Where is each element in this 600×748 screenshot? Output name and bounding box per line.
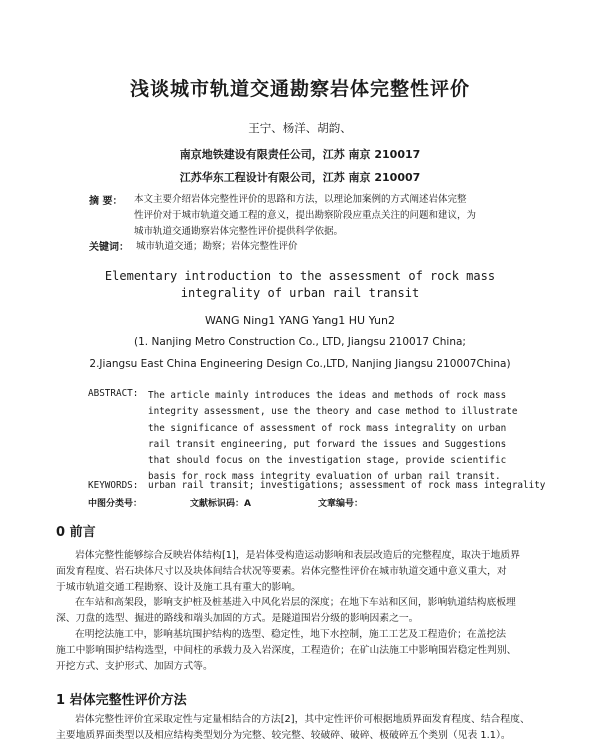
en-keywords-text: urban rail transit; investigations; assessment of rock mass integrality (148, 480, 546, 491)
body-line: 岩体完整性能够综合反映岩体结构[1]，是岩体受构造运动影响和表层改造后的完整程度，取决于地质界 (75, 550, 520, 561)
section-1-heading: 1 岩体完整性评价方法 (56, 693, 187, 708)
en-abstract-label: ABSTRACT: (88, 388, 139, 399)
section-0-heading: 0 前言 (56, 525, 96, 540)
cn-authors: 王宁、杨洋、胡韵、 (248, 121, 352, 135)
clc-label: 中图分类号： (88, 499, 143, 509)
cn-keywords-text: 城市轨道交通；勘察；岩体完整性评价 (136, 241, 298, 252)
en-abstract-text: The article mainly introduces the ideas and methods of rock mass integrity assessment, use the theory and case method to illustrate the significance of assessment of rock mass integrality on urban rail transit engineering, put forward the issues and Suggestions that should focus on the investigation stage, provide scientific basis for rock mass integrity evaluation of urban rail transit. (148, 390, 518, 483)
en-title: Elementary introduction to the assessment of rock mass integrality of urban rail transit (104, 269, 496, 300)
section-0-body (56, 548, 561, 674)
body-line: 岩体完整性评价宜采取定性与定量相结合的方法[2]，其中定性评价可根据地质界面发育程度、结合程度、 (75, 714, 530, 725)
body-line: 于城市轨道交通工程勘察、设计及施工具有重大的影响。 (56, 581, 301, 593)
cn-abstract-line: 本文主要介绍岩体完整性评价的思路和方法，以理论加案例的方式阐述岩体完整 (134, 194, 467, 205)
cn-affiliation-2: 江苏华东工程设计有限公司，江苏 南京 210007 (179, 171, 421, 184)
body-line: 主要地质界面类型以及相应结构类型划分为完整、较完整、较破碎、破碎、极破碎五个类别（见表 1.1）。 (56, 729, 511, 741)
body-line: 深、刀盘的选型、掘进的路线和端头加固的方式。是隧道围岩分级的影响因素之一。 (56, 613, 419, 625)
body-line: 开挖方式、支护形式、加固方式等。 (56, 660, 213, 672)
cn-abstract-line: 城市轨道交通勘察岩体完整性评价提供科学依据。 (134, 226, 344, 237)
cn-abstract-text (134, 192, 524, 240)
cn-affiliation-1: 南京地铁建设有限责任公司，江苏 南京 210017 (179, 148, 421, 161)
body-line: 面发育程度、岩石块体尺寸以及块体间结合状况等要素。岩体完整性评价在城市轨道交通中意义重大，对 (56, 565, 507, 577)
cn-abstract-label: 摘 要： (89, 196, 123, 207)
article-no-label: 文章编号： (318, 499, 364, 509)
section-1-body (56, 712, 561, 744)
cn-abstract-line: 性评价对于城市轨道交通工程的意义，提出勘察阶段应重点关注的问题和建议，为 (134, 210, 477, 221)
doc-code-label: 文献标识码：A (190, 499, 251, 509)
en-authors: WANG Ning1 YANG Yang1 HU Yun2 (204, 314, 396, 327)
body-line: 在车站和高架段，影响支护桩及桩基进入中风化岩层的深度；在地下车站和区间，影响轨道结构底板埋 (75, 597, 516, 609)
en-affiliation-1: (1. Nanjing Metro Construction Co., LTD, Jiangsu 210017 China; (134, 336, 466, 348)
cn-keywords-label: 关键词： (89, 242, 129, 253)
en-keywords-label: KEYWORDS: (88, 480, 139, 491)
paper-title: 浅谈城市轨道交通勘察岩体完整性评价 (129, 78, 470, 100)
en-affiliation-2: 2.Jiangsu East China Engineering Design Co.,LTD, Nanjing Jiangsu 210007China) (89, 358, 511, 370)
body-line: 在明挖法施工中，影响基坑围护结构的选型、稳定性，地下水控制，施工工艺及工程造价；在盖挖法 (75, 628, 507, 640)
body-line: 施工中影响围护结构选型，中间柱的承载力及入岩深度，工程造价；在矿山法施工中影响围岩稳定性判别、 (56, 644, 517, 656)
